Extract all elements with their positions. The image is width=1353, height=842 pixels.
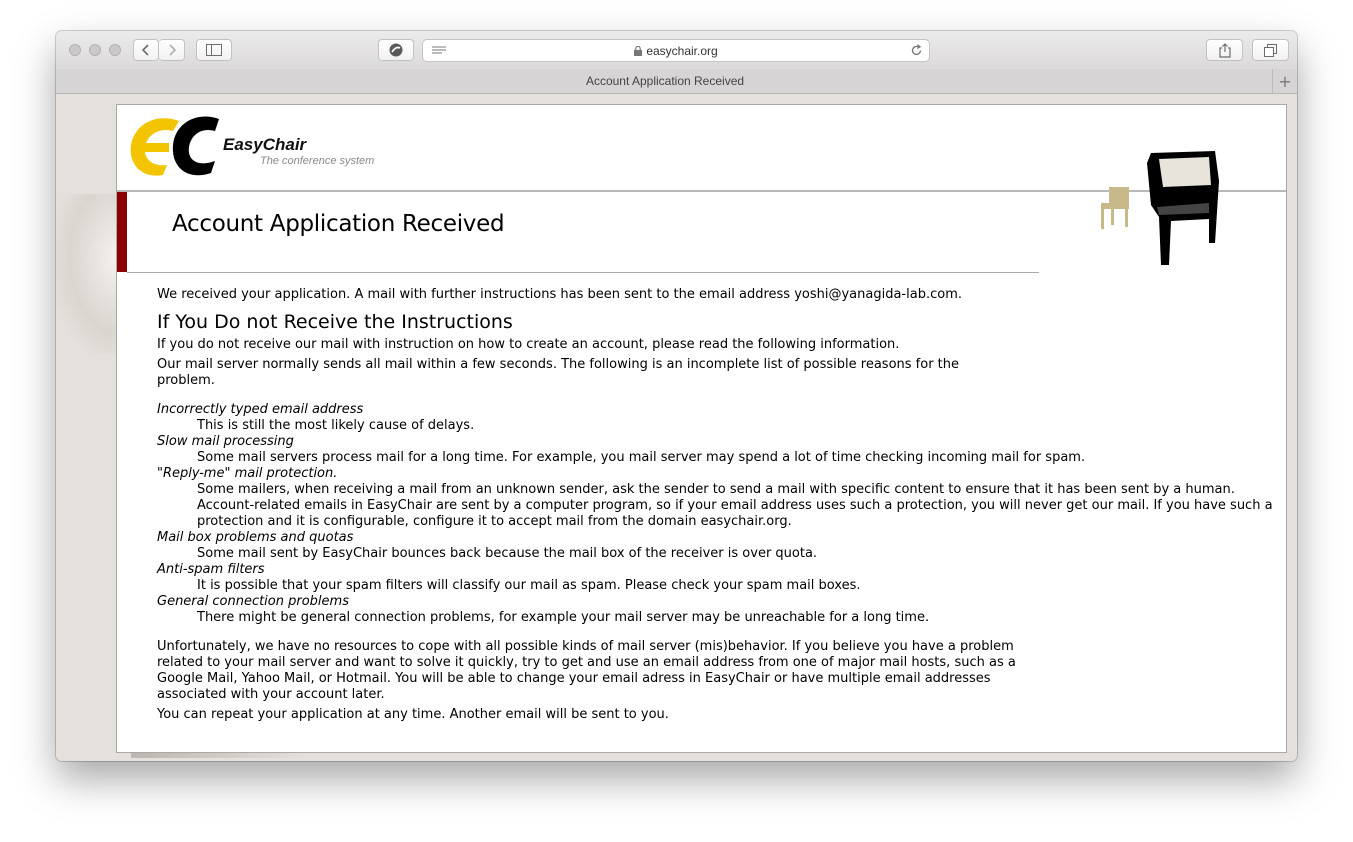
sidebar-button[interactable]: [196, 39, 232, 61]
reason-desc: Some mailers, when receiving a mail from an unknown sender, ask the sender to send a mail with specific content to ensure that it has been sent by a human.: [197, 482, 1235, 497]
brand-tagline: The conference system: [260, 155, 375, 167]
page-shadow: [131, 753, 311, 758]
intro-text: We received your application. A mail with further instructions has been sent to the email address yoshi@yanagida-lab.com.: [157, 287, 962, 302]
paragraph-info: If you do not receive our mail with instruction on how to create an account, please read the following information.: [157, 337, 900, 352]
reason-term: Mail box problems and quotas: [157, 530, 354, 545]
minimize-window-icon[interactable]: [89, 44, 101, 56]
url-text: easychair.org: [423, 44, 929, 58]
reason-desc: Some mail servers process mail for a long time. For example, you mail server may spend a lot of time checking incoming mail for spam.: [197, 450, 1086, 465]
extension-icon: [389, 43, 403, 57]
section-heading: If You Do not Receive the Instructions: [157, 311, 513, 333]
plus-icon: +: [1278, 71, 1292, 91]
tabs-button[interactable]: [1252, 39, 1289, 61]
back-button[interactable]: [133, 39, 159, 61]
sidebar-icon: [206, 44, 222, 56]
page-body: [157, 287, 1287, 723]
reason-desc: Some mail sent by EasyChair bounces back because the mail box of the receiver is over quota.: [197, 546, 818, 561]
background-swoosh: [56, 194, 118, 354]
tabs-icon: [1264, 44, 1277, 57]
new-tab-button[interactable]: [1272, 69, 1297, 93]
reason-term: "Reply-me" mail protection.: [157, 466, 338, 481]
reason-term: Incorrectly typed email address: [157, 402, 364, 417]
browser-window: [56, 31, 1297, 761]
reason-desc: This is still the most likely cause of delays.: [197, 418, 475, 433]
close-window-icon[interactable]: [69, 44, 81, 56]
lock-icon: [634, 46, 642, 56]
reasons-list: [157, 402, 1287, 626]
reload-icon[interactable]: [910, 44, 923, 57]
easychair-logo[interactable]: [127, 113, 387, 183]
browser-toolbar: [56, 31, 1297, 70]
page-title: Account Application Received: [172, 211, 505, 237]
back-icon: [141, 44, 151, 56]
address-bar[interactable]: [422, 39, 930, 62]
tab-title[interactable]: Account Application Received: [585, 74, 745, 88]
zoom-window-icon[interactable]: [109, 44, 121, 56]
reason-term: Anti-spam filters: [157, 562, 265, 577]
reason-desc: Account-related emails in EasyChair are sent by a computer program, so if your email address uses such a protection, you will never get our mail. If you have such a protection and it is configurable, configure it to accept mail from the domain easychair.org.: [197, 498, 1273, 529]
extension-button[interactable]: [378, 39, 414, 61]
reason-term: General connection problems: [157, 594, 349, 609]
share-button[interactable]: [1206, 39, 1243, 61]
tab-bar: [56, 69, 1297, 94]
reason-term: Slow mail processing: [157, 434, 294, 449]
title-accent-bar: [117, 192, 127, 272]
paragraph-reasons-intro: Our mail server normally sends all mail within a few seconds. The following is an incomplete list of possible reasons for the problem.: [157, 357, 960, 388]
page-container: [116, 104, 1287, 753]
forward-icon: [167, 44, 177, 56]
page-viewport: [56, 94, 1297, 761]
title-divider: [127, 272, 1039, 273]
forward-button[interactable]: [159, 39, 185, 61]
reason-desc: It is possible that your spam filters will classify our mail as spam. Please check your spam mail boxes.: [197, 578, 861, 593]
chairs-illustration-icon: [1087, 145, 1227, 270]
share-icon: [1219, 43, 1231, 58]
paragraph-unfortunately: Unfortunately, we have no resources to cope with all possible kinds of mail server (mis)behavior. If you believe you have a problem related to your mail server and want to solve it quickly, try to get and use an email address from one of major mail hosts, such as a Google Mail, Yahoo Mail, or Hotmail. You will be able to change your email adress in EasyChair or have multiple email addresses associated with your account later.: [157, 639, 1016, 702]
paragraph-repeat: You can repeat your application at any time. Another email will be sent to you.: [157, 707, 669, 722]
ec-logo-icon: [127, 113, 227, 183]
reason-desc: There might be general connection problems, for example your mail server may be unreachable for a long time.: [197, 610, 930, 625]
brand-name: EasyChair: [223, 135, 307, 154]
